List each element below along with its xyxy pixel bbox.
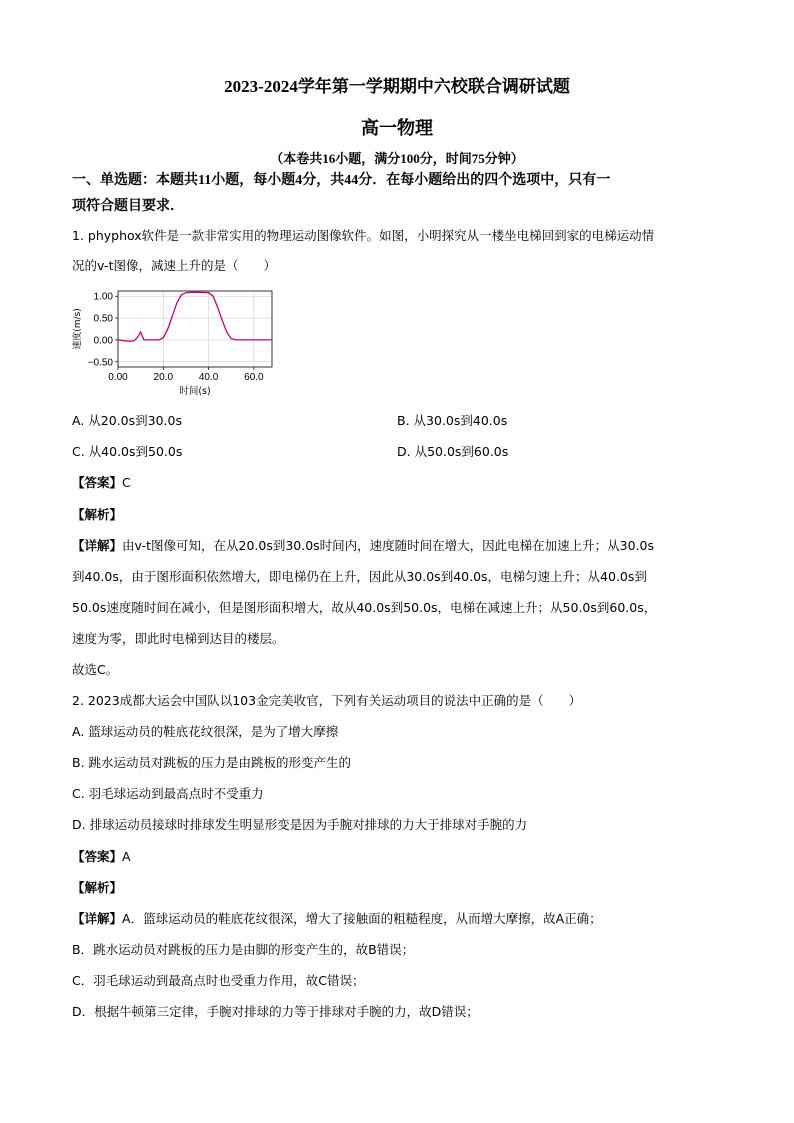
y-tick-label: 0.50 (93, 313, 113, 325)
exam-title: 2023-2024学年第一学期期中六校联合调研试题 (224, 77, 570, 96)
chart-grid (118, 291, 272, 367)
detail-text: A．篮球运动员的鞋底花纹很深，增大了接触面的粗糙程度，从而增大摩擦，故A正确； (122, 911, 602, 926)
q1-option-b: B. 从30.0s到40.0s (397, 413, 508, 428)
subject-title: 高一物理 (361, 118, 433, 138)
q1-analysis-tag: 【解析】 (72, 507, 123, 522)
q1-detail-line3: 50.0s速度随时间在减小，但是图形面积增大，故从40.0s到50.0s，电梯在减速上升；从50.0s到60.0s， (72, 600, 657, 615)
q1-conclusion: 故选C。 (72, 662, 119, 677)
y-axis-label: 速度(m/s) (73, 308, 83, 350)
x-tick-label: 60.0 (244, 372, 264, 383)
plot-frame (118, 291, 272, 367)
q2-answer (72, 847, 131, 867)
detail-text: 由v-t图像可知，在从20.0s到30.0s时间内，速度随时间在增大，因此电梯在加速上升；从30.0s (122, 538, 655, 553)
exam-note: （本卷共16小题，满分100分，时间75分钟） (270, 151, 524, 166)
q1-option-c: C. 从40.0s到50.0s (72, 444, 183, 459)
q2-stem: 2. 2023成都大运会中国队以103金完美收官，下列有关运动项目的说法中正确的是（ ） (72, 693, 582, 708)
x-tick-label: 0.00 (108, 372, 128, 383)
q2-detail-c: C．羽毛球运动到最高点时也受重力作用，故C错误； (72, 973, 365, 988)
q2-option-d: D. 排球运动员接球时排球发生明显形变是因为手腕对排球的力大于排球对手腕的力 (72, 817, 528, 832)
x-tick-label: 40.0 (198, 372, 219, 383)
y-tick-label: 0.00 (93, 335, 113, 347)
q1-detail (72, 536, 654, 556)
q2-option-a: A. 篮球运动员的鞋底花纹很深，是为了增大摩擦 (72, 724, 339, 739)
q1-stem: 1. phyphox软件是一款非常实用的物理运动图像软件。如图，小明探究从一楼坐电梯回到家的电梯运动情 (72, 228, 655, 243)
detail-tag: 【详解】 (72, 911, 123, 926)
answer-value: C (122, 475, 131, 490)
x-axis-label: 时间(s) (179, 386, 211, 397)
detail-tag: 【详解】 (72, 538, 123, 553)
q2-detail-d: D．根据牛顿第三定律，手腕对排球的力等于排球对手腕的力，故D错误； (72, 1004, 479, 1019)
q1-stem-cont: 况的v-t图像，减速上升的是（ ） (72, 258, 276, 273)
q2-detail (72, 909, 602, 929)
answer-value: A (122, 849, 131, 864)
q2-analysis-tag: 【解析】 (72, 880, 123, 895)
answer-tag: 【答案】 (72, 849, 123, 864)
q2-detail-b: B．跳水运动员对跳板的压力是由脚的形变产生的，故B错误； (72, 942, 415, 957)
q2-option-b: B. 跳水运动员对跳板的压力是由跳板的形变产生的 (72, 755, 352, 770)
section-heading: 一、单选题：本题共11小题，每小题4分，共44分．在每小题给出的四个选项中，只有一 (72, 173, 611, 188)
y-tick-label: 1.00 (93, 291, 113, 303)
q1-detail-line2: 到40.0s，由于图形面积依然增大，即电梯仍在上升，因此从30.0s到40.0s，电梯匀速上升；从40.0s到 (72, 569, 647, 584)
q1-answer (72, 473, 131, 493)
section-heading-cont: 项符合题目要求． (72, 199, 184, 214)
q2-option-c: C. 羽毛球运动到最高点时不受重力 (72, 786, 264, 801)
q1-option-d: D. 从50.0s到60.0s (397, 444, 509, 459)
x-tick-label: 20.0 (153, 372, 174, 383)
vt-chart (70, 285, 280, 397)
q1-option-a: A. 从20.0s到30.0s (72, 413, 182, 428)
y-tick-label: −0.50 (87, 357, 113, 369)
answer-tag: 【答案】 (72, 475, 123, 490)
q1-detail-line4: 速度为零，即此时电梯到达目的楼层。 (72, 631, 285, 646)
velocity-series-line (118, 292, 272, 341)
